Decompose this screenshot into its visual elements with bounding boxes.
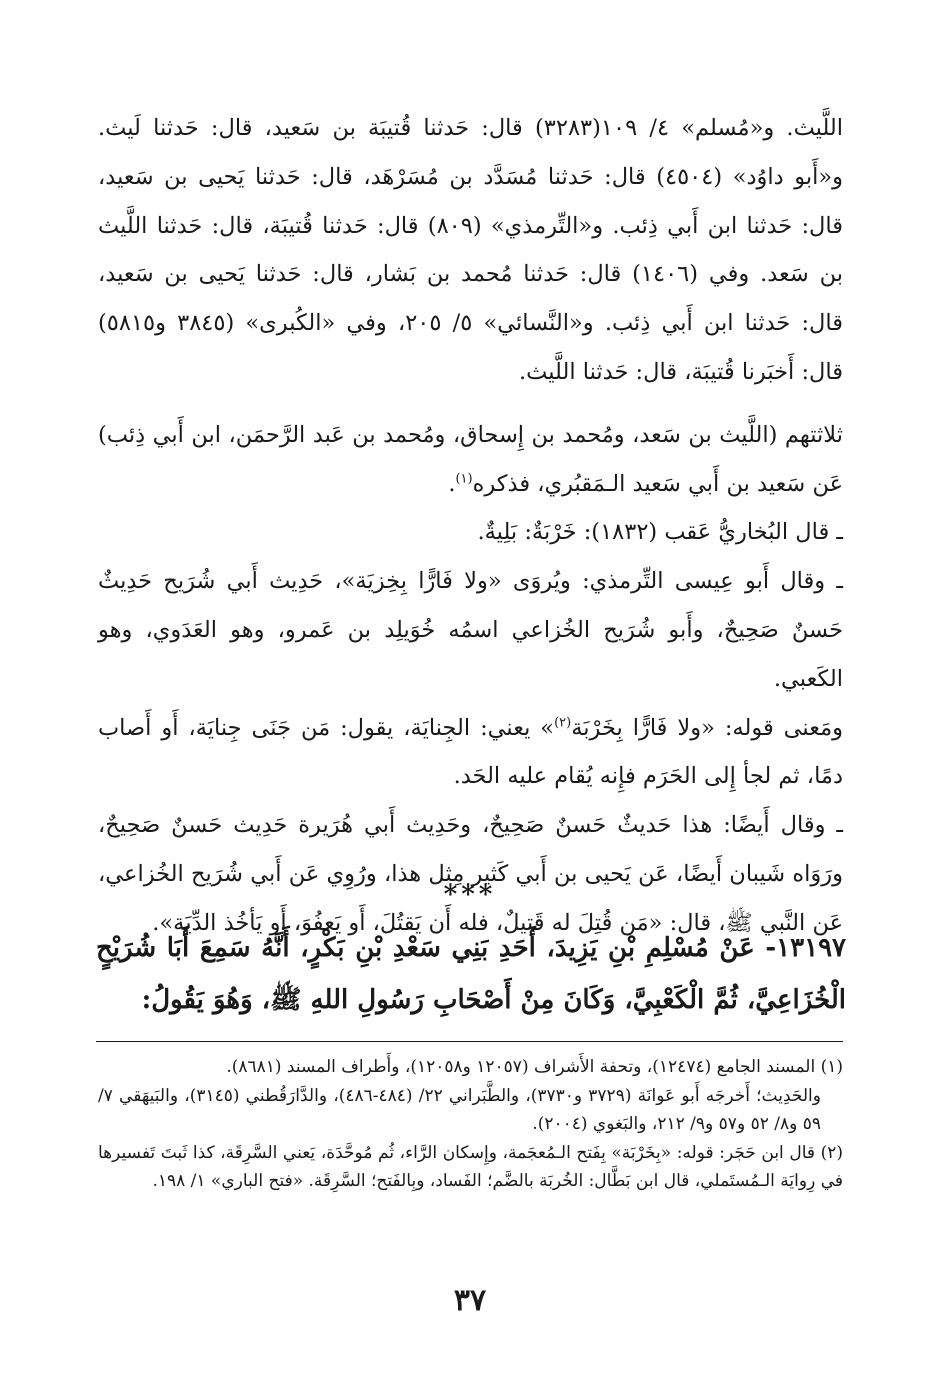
hadith-text: ١٣١٩٧- عَنْ مُسْلِمِ بْنِ يَزِيدَ، أَحَدِ بَنِي سَعْدِ بْنِ بَكْرٍ، أَنَّهُ سَمِعَ أَبَا شُرَيْحٍ الْخُزَاعِيَّ، ثُمَّ الْكَعْبِيَّ، وَكَانَ مِنْ أَصْحَابِ رَسُولِ اللهِ ﷺ، وَهُوَ يَقُولُ: (96, 933, 846, 1015)
paragraph-chain: ثلاثتهم (اللَّيث بن سَعد، ومُحمد بن إِسحاق، ومُحمد بن عَبد الرَّحمَن، ابن أَبي ذِئب) عَن سَعيد بن أَبي سَعيد الـمَقبُري، فذكره$^{(١)}$. (98, 421, 843, 497)
paragraph-bukhari: ـ قال البُخاريُّ عَقب (١٨٣٢): خَرْبَةٌ: بَلِيةٌ. (477, 519, 843, 546)
footnote-2: (٢) قال ابن حَجَر: قوله: «بِخَرْبَة» بِفَتح الـمُعجَمة، وإِسكان الرَّاء، ثُم مُوحَّدَة، يَعني السَّرِقَة، كذا ثَبتَ تَفسيرها في رِوايَة الـمُستَملي، قال ابن بَطَّال: الخُربَة بالضَّم؛ الفَساد، وبِالفَتح؛ السَّرِقَة. «فتح الباري» ١/ ١٩٨. (98, 1142, 843, 1191)
footnote-ref-2[interactable]: (٢) (554, 715, 572, 731)
paragraph-tirmidhi: ـ وقال أَبو عِيسى التِّرمذي: ويُروَى «ولا فَارًّا بِخِزيَة»، حَدِيث أَبي شُرَيح حَدِيثٌ حَسنٌ صَحِيحٌ، وأَبو شُرَيح الخُزاعي اسمُه خُوَيلِد بن عَمرو، وهو العَدَوي، وهو الكَعبي. (98, 568, 843, 692)
paragraph-meaning (98, 704, 843, 802)
meaning-prefix: ومَعنى قوله: «ولا فَارًّا بِخَرْبَة (571, 714, 843, 741)
footnote-divider (96, 1041, 843, 1042)
paragraph-also: ـ وقال أَيضًا: هذا حَديثٌ حَسنٌ صَحِيحٌ، وحَدِيث أَبي هُرَيرة حَدِيث حَسنٌ صَحِيحٌ، ورَوَاه شَيبان أَيضًا، عَن يَحيى بن أَبي كَثير مِثل هذا، ورُوِي عَن أَبي شُرَيح الخُزاعي، عَن النَّبي ﷺ، قال: «مَن قُتِلَ له قَتيلٌ، فله أَن يَقتُلَ، أَو يَعفُوَ، أَو يَأخُذ الدِّيَة». (98, 812, 843, 936)
meaning-close: » (540, 714, 555, 741)
footnote-ref-1[interactable]: (١) (455, 471, 473, 487)
section-separator: *** (443, 880, 497, 910)
footnote-1-continued: والحَدِيث؛ أَخرجَه أَبو عَوانَة (٣٧٢٩ و٣٧٣٠)، والطَّبَراني ٢٢/ (٤٨٤-٤٨٦)، والدَّارَقُطني (٣١٤٥)، والبَيهَقي ٧/ ٥٩ و٨/ ٥٢ و٥٧ و٩/ ٢١٢، والبَغوي (٢٠٠٤). (98, 1085, 821, 1134)
footnotes (98, 1053, 843, 1196)
takhrij-text (98, 104, 843, 948)
chain-text: ثلاثتهم (اللَّيث بن سَعد، ومُحمد بن إِسحاق، ومُحمد بن عَبد الرَّحمَن، ابن أَبي ذِئب) عَن سَعيد بن أَبي سَعيد الـمَقبُري، فذكره (98, 421, 843, 497)
footnote-1: (١) المسند الجامع (١٢٤٧٤)، وتحفة الأَشراف (١٢٠٥٧ و١٢٠٥٨)، وأَطراف المسند (٨٦٨١). (226, 1057, 843, 1077)
page-number: ٣٧ (453, 1283, 487, 1318)
paragraph-sources: اللَّيث. و«مُسلم» ٤/ ١٠٩(٣٢٨٣) قال: حَدثنا قُتيبَة بن سَعيد، قال: حَدثنا لَيث. و«أَبو داوُد» (٤٥٠٤) قال: حَدثنا مُسَدَّد بن مُسَرْهَد، قال: حَدثنا يَحيى بن سَعيد، قال: حَدثنا ابن أَبي ذِئب. و«التِّرمذي» (٨٠٩) قال: حَدثنا قُتيبَة، قال: حَدثنا اللَّيث بن سَعد. وفي (١٤٠٦) قال: حَدثنا مُحمد بن بَشار، قال: حَدثنا يَحيى بن سَعيد، قال: حَدثنا ابن أَبي ذِئب. و«النَّسائي» ٥/ ٢٠٥، وفي «الكُبرى» (٣٨٤٥ و٥٨١٥) قال: أَخبَرنا قُتيبَة، قال: حَدثنا اللَّيث. (98, 115, 844, 385)
meaning-text: يعني: الجِنايَة، يقول: مَن جَنَى جِنايَة، أَو أَصاب دمًا، ثم لجأ إِلى الحَرَم فإِنه يُقام عليه الحَد. (98, 714, 843, 790)
hadith-block (96, 922, 846, 1026)
